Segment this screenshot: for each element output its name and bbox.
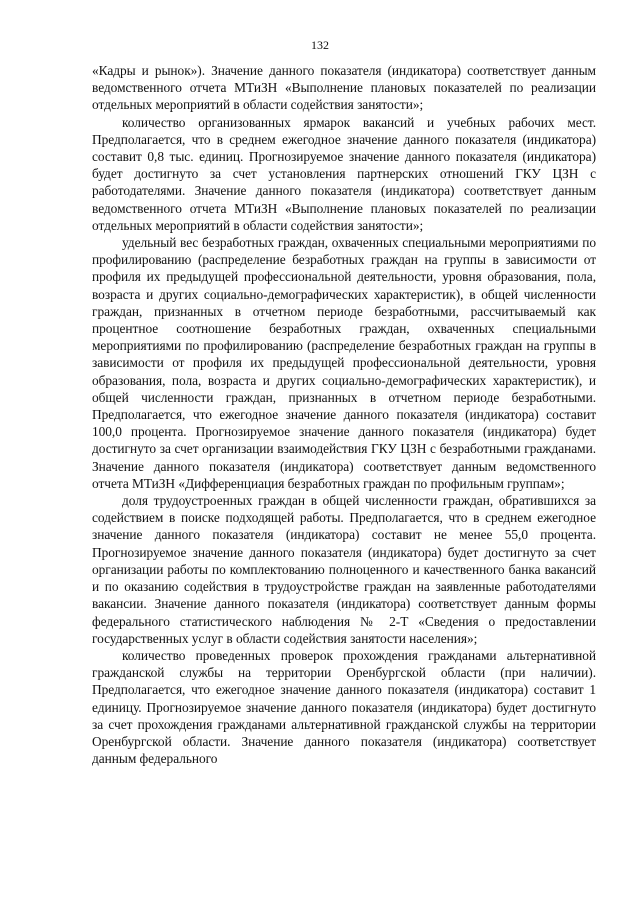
paragraph-2: количество организованных ярмарок вакансий и учебных рабочих мест. Предполагается, что в среднем ежегодное значение данного показателя (индикатора) составит 0,8 тыс. единиц. Прогнозируемое значение данного показателя (индикатора) будет достигнуто за счет установления партнерских отношений ГКУ ЦЗН с работодателями. Значение данного показателя (индикатора) соответствует данным ведомственного отчета МТиЗН «Выполнение плановых показателей по реализации отдельных мероприятий в области содействия занятости»;: [92, 114, 596, 233]
paragraph-3: удельный вес безработных граждан, охваченных специальными мероприятиями по профилированию (распределение безработных граждан на группы в зависимости от профиля их предыдущей профессиональной деятельности, уровня образования, пола, возраста и других социально-демографических характеристик), в общей численности граждан, признанных в отчетном периоде безработными, рассчитываемый как процентное соотношение безработных граждан, охваченных специальными мероприятиями по профилированию (распределение безработных граждан на группы в зависимости от профиля их предыдущей профессиональной деятельности, уровня образования, пола, возраста и других социально-демографических характеристик), и общей численности граждан, признанных в отчетном периоде безработными. Предполагается, что ежегодное значение данного показателя (индикатора) составит 100,0 процента. Прогнозируемое значение данного показателя (индикатора) будет достигнуто за счет организации взаимодействия ГКУ ЦЗН с безработными гражданами. Значение данного показателя (индикатора) соответствует данным ведомственного отчета МТиЗН «Дифференциация безработных граждан по профильным группам»;: [92, 235, 596, 491]
page-number: 132: [311, 38, 329, 52]
paragraph-1: «Кадры и рынок»). Значение данного показателя (индикатора) соответствует данным ведомственного отчета МТиЗН «Выполнение плановых показателей по реализации отдельных мероприятий в области содействия занятости»;: [92, 63, 596, 113]
paragraph-5: количество проведенных проверок прохождения гражданами альтернативной гражданской службы на территории Оренбургской области (при наличии). Предполагается, что ежегодное значение данного показателя (индикатора) составит 1 единицу. Прогнозируемое значение данного показателя (индикатора) будет достигнуто за счет прохождения гражданами альтернативной гражданской службы на территории Оренбургской области. Значение данного показателя (индикатора) соответствует данным федерального: [92, 647, 596, 767]
document-body: [92, 62, 596, 767]
paragraph-4: доля трудоустроенных граждан в общей численности граждан, обратившихся за содействием в поиске подходящей работы. Предполагается, что в среднем ежегодное значение данного показателя (индикатора) составит не менее 55,0 процента. Прогнозируемое значение данного показателя (индикатора) будет достигнуто за счет организации работы по комплектованию полноценного и качественного банка вакансий и по оказанию содействия в трудоустройстве граждан на заявленные работодателями вакансии. Значение данного показателя (индикатора) соответствует данным формы федерального статистического наблюдения № 2-Т «Сведения о предоставлении государственных услуг в области содействия занятости населения»;: [92, 493, 596, 646]
